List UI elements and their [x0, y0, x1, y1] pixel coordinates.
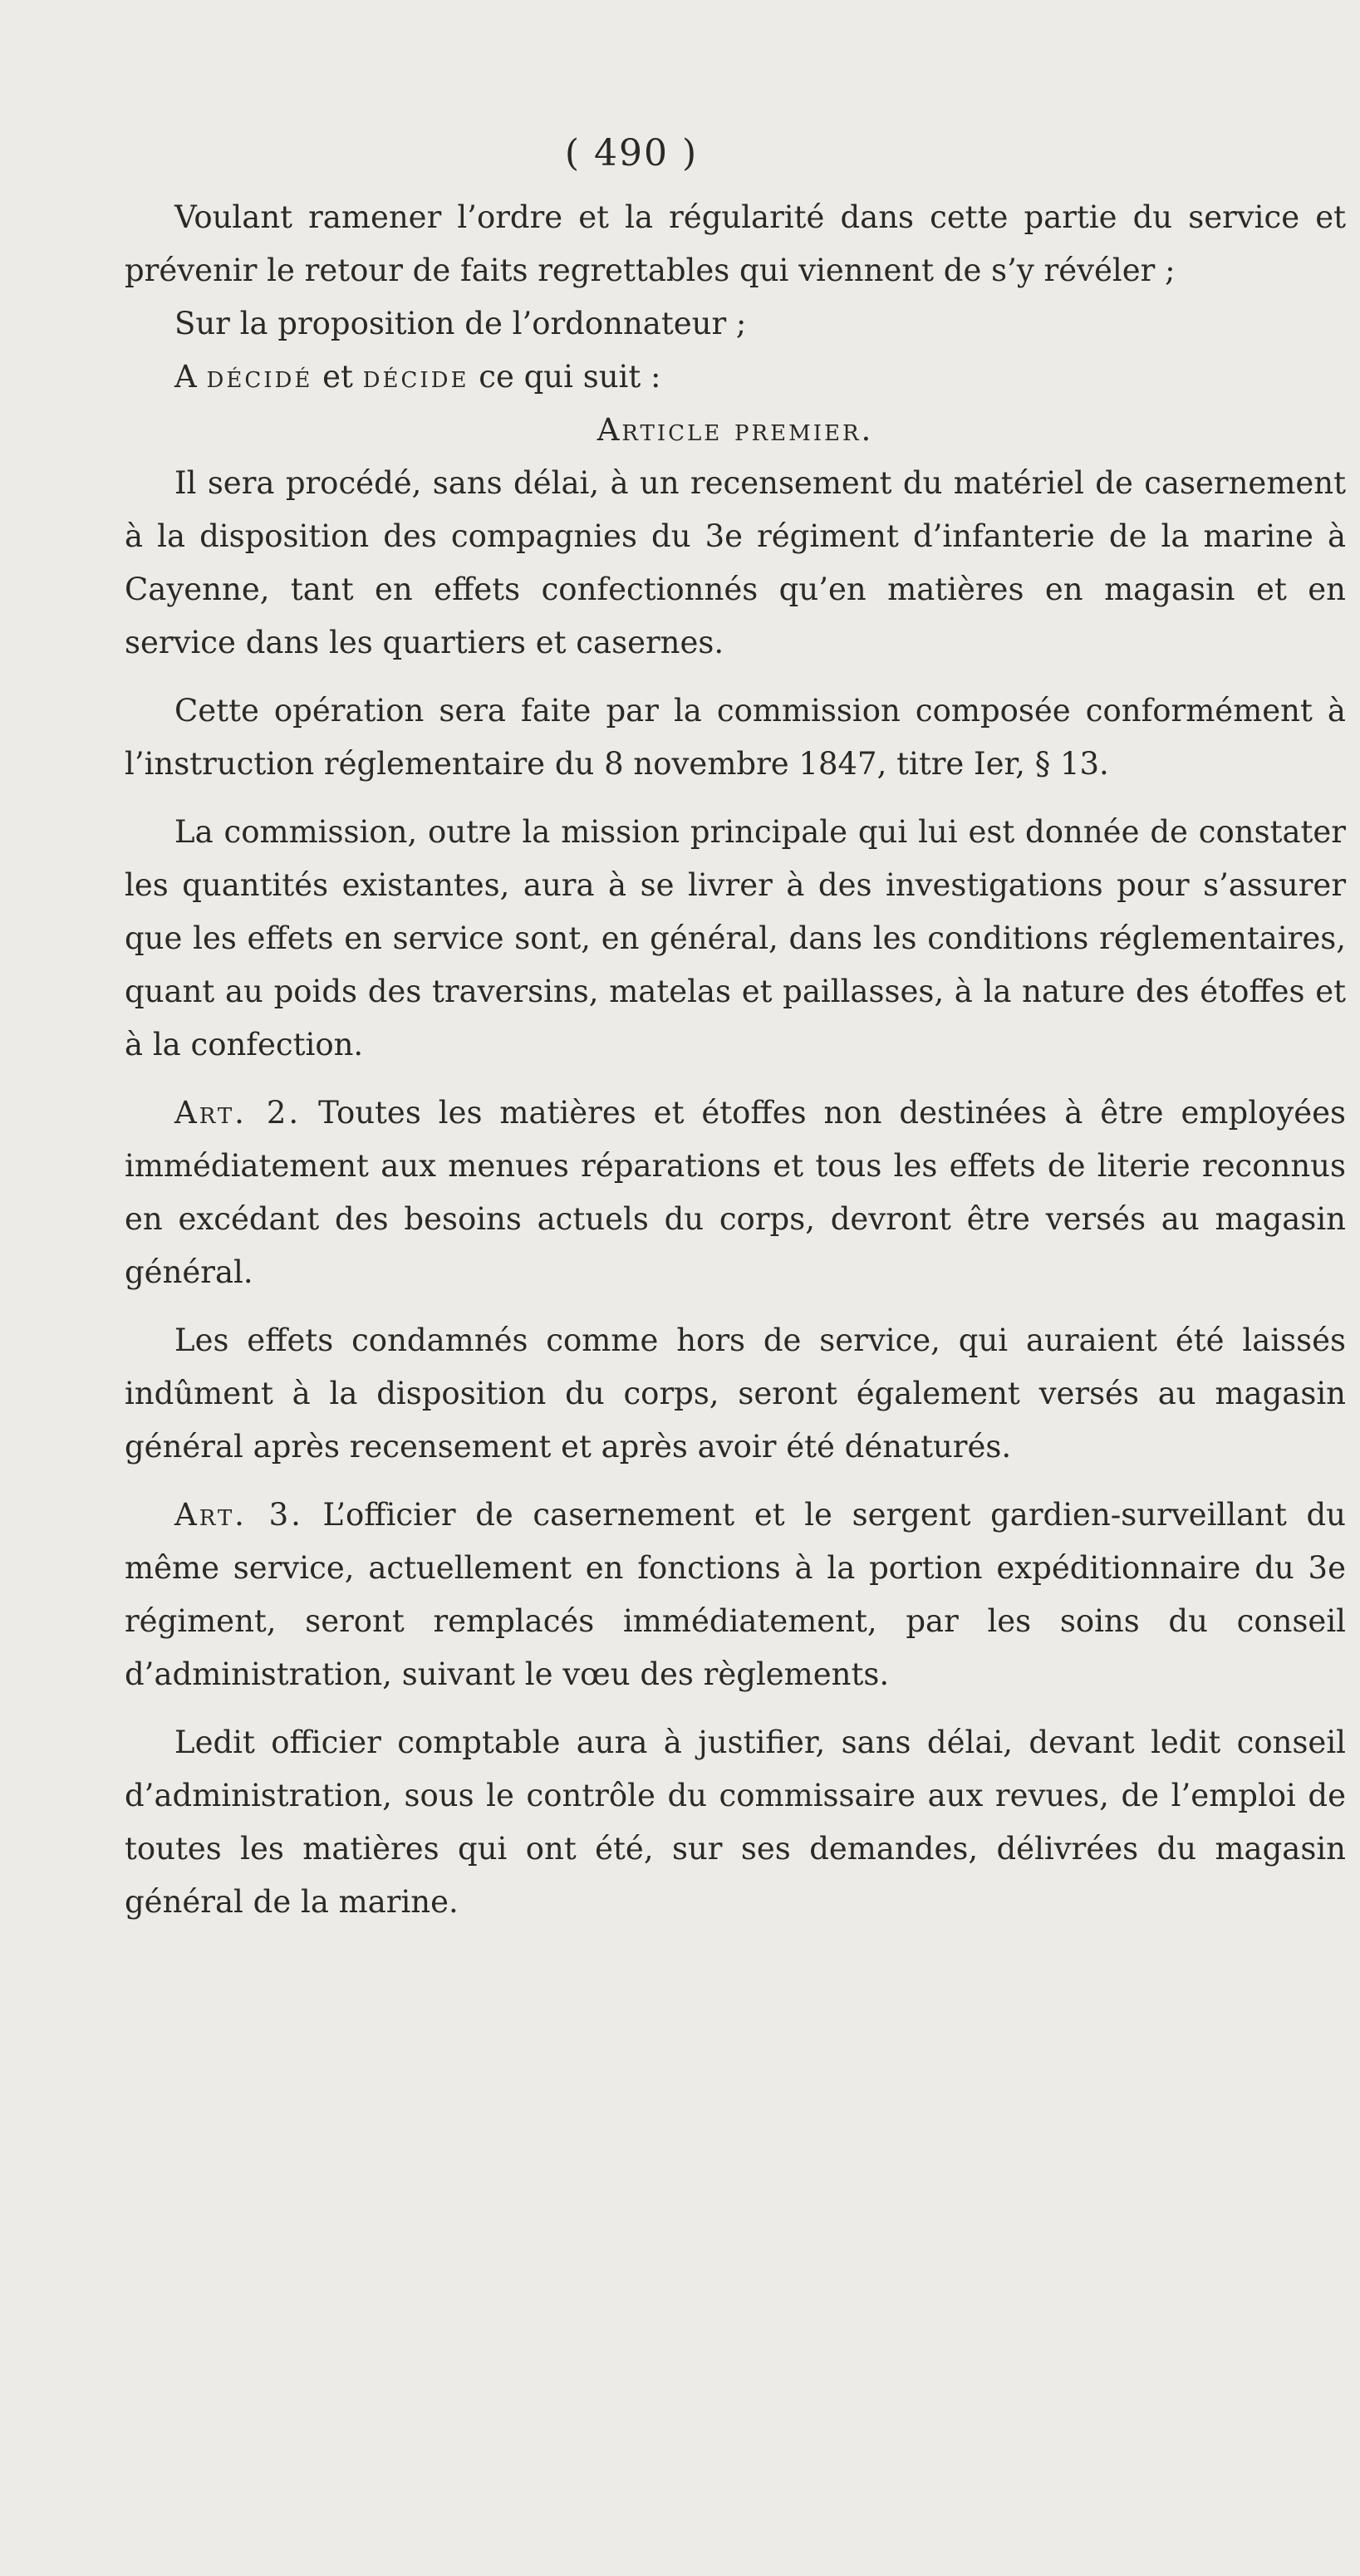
page-number: ( 490 ): [564, 132, 699, 174]
article-heading-text: Article premier.: [597, 412, 874, 448]
document-page: [125, 116, 1346, 1929]
paragraph-gap: [125, 1474, 1346, 1489]
article-1-paragraph-3: La commission, outre la mission principale qui lui est donnée de constater les quantités existantes, aura à se livrer à des investigations pour s’assurer que les effets en service sont, en général, dans les conditions réglementaires, quant au poids des traversins, matelas et paillasses, à la nature des étoffes et à la confection.: [125, 814, 1346, 1062]
decision-decide-2: décide: [362, 359, 469, 395]
paragraph-gap: [125, 791, 1346, 806]
article-3-label: Art. 3.: [174, 1497, 303, 1533]
article-heading: [125, 404, 1346, 457]
article-3-paragraph-1: [125, 1489, 1346, 1701]
decision-and: et: [322, 359, 353, 395]
article-2-label: Art. 2.: [174, 1095, 302, 1131]
decision-rest: ce qui suit :: [479, 359, 661, 395]
article-1-paragraph-1: Il sera procédé, sans délai, à un recensement du matériel de casernement à la disposition des compagnies du 3e régiment d’infanterie de la marine à Cayenne, tant en effets confectionnés qu’en matières en magasin et en service dans les quartiers et casernes.: [125, 465, 1346, 660]
article-2-paragraph-2: Les effets condamnés comme hors de service, qui auraient été laissés indûment à la disposition du corps, seront également versés au magasin général après recensement et après avoir été dénaturés.: [125, 1322, 1346, 1465]
preamble-paragraph-1: Voulant ramener l’ordre et la régularité dans cette partie du service et prévenir le retour de faits regrettables qui viennent de s’y révéler ;: [125, 199, 1346, 288]
paragraph-gap: [125, 1072, 1346, 1087]
article-3-text: L’officier de casernement et le sergent gardien-surveillant du même service, actuellement en fonctions à la portion expéditionnaire du 3e régiment, seront remplacés immédiatement, par les soins du conseil d’administration, suivant le vœu des règlements.: [125, 1497, 1346, 1692]
article-2-text: Toutes les matières et étoffes non destinées à être employées immédiatement aux menues réparations et tous les effets de literie reconnus en excédant des besoins actuels du corps, devront être versés au magasin général.: [125, 1095, 1346, 1290]
paragraph-gap: [125, 1299, 1346, 1314]
article-1-paragraph-2: Cette opération sera faite par la commission composée conformément à l’instruction réglementaire du 8 novembre 1847, titre Ier, § 13.: [125, 693, 1346, 782]
decision-line: [125, 351, 1346, 404]
article-3-paragraph-2: Ledit officier comptable aura à justifier, sans délai, devant ledit conseil d’administration, sous le contrôle du commissaire aux revues, de l’emploi de toutes les matières qui ont été, sur ses demandes, délivrées du magasin général de la marine.: [125, 1725, 1346, 1920]
article-2-paragraph-1: [125, 1087, 1346, 1299]
decision-a: A: [174, 359, 197, 395]
paragraph-gap: [125, 1701, 1346, 1716]
paragraph-gap: [125, 670, 1346, 684]
decision-decide-1: décidé: [206, 359, 313, 395]
preamble-paragraph-2: Sur la proposition de l’ordonnateur ;: [174, 306, 747, 341]
